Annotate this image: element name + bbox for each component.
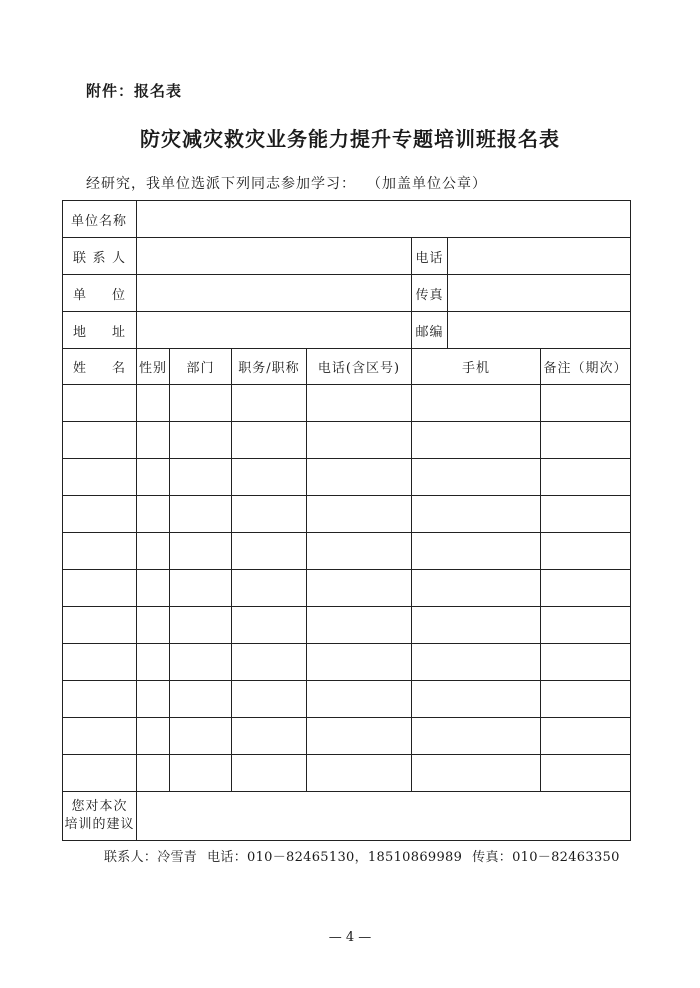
cell-department[interactable] (170, 755, 232, 792)
cell-position[interactable] (232, 755, 307, 792)
table-row (63, 570, 631, 607)
cell-position[interactable] (232, 533, 307, 570)
cell-mobile[interactable] (412, 570, 541, 607)
cell-name[interactable] (63, 607, 137, 644)
cell-department[interactable] (170, 533, 232, 570)
col-header-name: 姓名 (63, 349, 137, 385)
cell-gender[interactable] (137, 681, 170, 718)
cell-remarks[interactable] (541, 570, 631, 607)
cell-position[interactable] (232, 385, 307, 422)
unit-label: 单位 (63, 275, 137, 312)
unit-name-label: 单位名称 (63, 201, 137, 238)
cell-phone[interactable] (307, 570, 412, 607)
cell-department[interactable] (170, 422, 232, 459)
cell-remarks[interactable] (541, 459, 631, 496)
cell-position[interactable] (232, 607, 307, 644)
cell-department[interactable] (170, 607, 232, 644)
phone-label: 电话 (412, 238, 448, 275)
table-row (63, 718, 631, 755)
table-row (63, 385, 631, 422)
postcode-label: 邮编 (412, 312, 448, 349)
table-row (63, 422, 631, 459)
address-field[interactable] (137, 312, 412, 349)
cell-phone[interactable] (307, 422, 412, 459)
col-header-position: 职务/职称 (232, 349, 307, 385)
cell-mobile[interactable] (412, 422, 541, 459)
cell-position[interactable] (232, 459, 307, 496)
cell-remarks[interactable] (541, 755, 631, 792)
address-row (63, 312, 631, 349)
cell-gender[interactable] (137, 533, 170, 570)
col-header-remarks: 备注（期次） (541, 349, 631, 385)
fax-label: 传真 (412, 275, 448, 312)
cell-phone[interactable] (307, 755, 412, 792)
table-row (63, 496, 631, 533)
cell-department[interactable] (170, 496, 232, 533)
unit-row (63, 275, 631, 312)
cell-name[interactable] (63, 681, 137, 718)
table-row (63, 681, 631, 718)
cell-mobile[interactable] (412, 755, 541, 792)
cell-department[interactable] (170, 681, 232, 718)
cell-phone[interactable] (307, 385, 412, 422)
cell-remarks[interactable] (541, 533, 631, 570)
cell-name[interactable] (63, 459, 137, 496)
registration-table (62, 200, 631, 841)
col-header-phone: 电话(含区号) (307, 349, 412, 385)
cell-name[interactable] (63, 496, 137, 533)
cell-department[interactable] (170, 459, 232, 496)
suggestion-label-line2: 培训的建议 (64, 817, 135, 832)
cell-department[interactable] (170, 644, 232, 681)
cell-position[interactable] (232, 570, 307, 607)
table-row (63, 607, 631, 644)
cell-position[interactable] (232, 422, 307, 459)
attachment-label: 附件：报名表 (86, 82, 183, 100)
cell-position[interactable] (232, 644, 307, 681)
cell-mobile[interactable] (412, 496, 541, 533)
table-row (63, 533, 631, 570)
cell-remarks[interactable] (541, 496, 631, 533)
cell-gender[interactable] (137, 607, 170, 644)
cell-gender[interactable] (137, 570, 170, 607)
cell-department[interactable] (170, 385, 232, 422)
cell-phone[interactable] (307, 533, 412, 570)
cell-name[interactable] (63, 755, 137, 792)
cell-name[interactable] (63, 644, 137, 681)
cell-phone[interactable] (307, 681, 412, 718)
cell-name[interactable] (63, 533, 137, 570)
intro-text: 经研究，我单位选派下列同志参加学习： (86, 176, 356, 192)
cell-gender[interactable] (137, 718, 170, 755)
cell-gender[interactable] (137, 755, 170, 792)
address-label: 地址 (63, 312, 137, 349)
table-row (63, 644, 631, 681)
cell-name[interactable] (63, 422, 137, 459)
cell-mobile[interactable] (412, 644, 541, 681)
col-header-mobile: 手机 (412, 349, 541, 385)
cell-mobile[interactable] (412, 681, 541, 718)
phone-field[interactable] (448, 238, 631, 275)
cell-name[interactable] (63, 718, 137, 755)
cell-phone[interactable] (307, 644, 412, 681)
suggestion-row (63, 792, 631, 841)
footer-contact: 联系人：冷雪青 (104, 850, 198, 865)
footer-fax: 传真：010－82463350 (472, 850, 620, 865)
cell-remarks[interactable] (541, 385, 631, 422)
cell-gender[interactable] (137, 422, 170, 459)
cell-mobile[interactable] (412, 533, 541, 570)
col-header-department: 部门 (170, 349, 232, 385)
cell-gender[interactable] (137, 385, 170, 422)
unit-name-field[interactable] (137, 201, 631, 238)
cell-phone[interactable] (307, 718, 412, 755)
cell-position[interactable] (232, 681, 307, 718)
contact-label: 联系人 (63, 238, 137, 275)
form-title: 防灾减灾救灾业务能力提升专题培训班报名表 (140, 127, 560, 151)
page-number: — 4 — (328, 930, 372, 945)
cell-department[interactable] (170, 570, 232, 607)
col-header-gender: 性别 (137, 349, 170, 385)
contact-footer (104, 846, 630, 865)
contact-row (63, 238, 631, 275)
postcode-field[interactable] (448, 312, 631, 349)
column-header-row (63, 349, 631, 385)
cell-mobile[interactable] (412, 459, 541, 496)
footer-phone: 电话：010－82465130，18510869989 (207, 850, 463, 865)
cell-phone[interactable] (307, 459, 412, 496)
contact-field[interactable] (137, 238, 412, 275)
table-row (63, 755, 631, 792)
cell-mobile[interactable] (412, 607, 541, 644)
cell-remarks[interactable] (541, 422, 631, 459)
cell-phone[interactable] (307, 607, 412, 644)
cell-remarks[interactable] (541, 681, 631, 718)
cell-position[interactable] (232, 496, 307, 533)
suggestion-label-line1: 您对本次 (71, 799, 128, 814)
fax-field[interactable] (448, 275, 631, 312)
cell-phone[interactable] (307, 496, 412, 533)
cell-name[interactable] (63, 385, 137, 422)
cell-gender[interactable] (137, 459, 170, 496)
cell-remarks[interactable] (541, 644, 631, 681)
cell-gender[interactable] (137, 644, 170, 681)
intro-line (86, 173, 487, 193)
unit-name-row (63, 201, 631, 238)
unit-field[interactable] (137, 275, 412, 312)
cell-position[interactable] (232, 718, 307, 755)
table-row (63, 459, 631, 496)
cell-mobile[interactable] (412, 385, 541, 422)
cell-mobile[interactable] (412, 718, 541, 755)
cell-name[interactable] (63, 570, 137, 607)
suggestion-label (63, 792, 137, 841)
suggestion-field[interactable] (137, 792, 631, 841)
cell-gender[interactable] (137, 496, 170, 533)
cell-remarks[interactable] (541, 607, 631, 644)
stamp-note: （加盖单位公章） (374, 176, 487, 192)
cell-department[interactable] (170, 718, 232, 755)
cell-remarks[interactable] (541, 718, 631, 755)
